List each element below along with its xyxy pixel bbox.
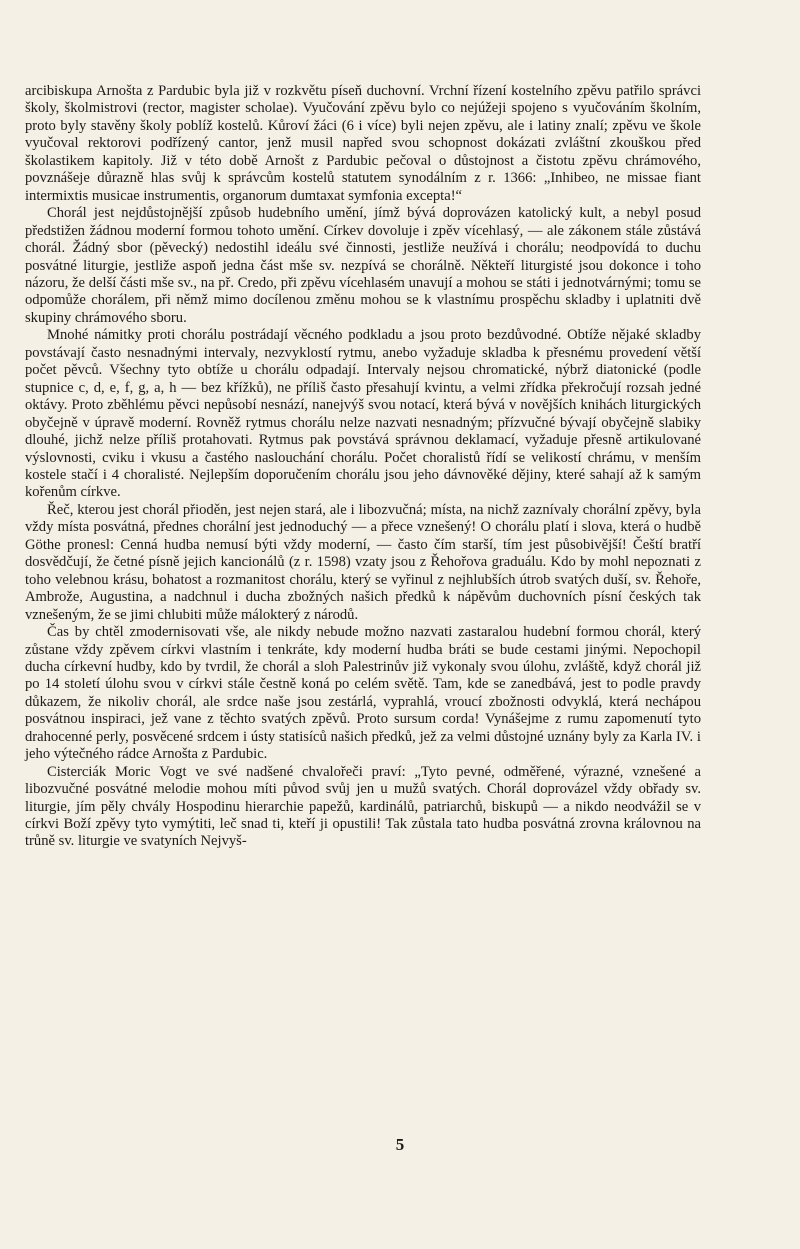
paragraph-6: Cisterciák Moric Vogt ve své nadšené chvalořeči praví: „Tyto pevné, odměřené, výrazné, vznešené a libozvučné posvátné melodie mohou míti původ svůj jen u mužů svatých. Chorál doprovázel vždy obřady sv. liturgie, jím pěly chvály Hospodinu hierarchie papežů, kardinálů, patriarchů, biskupů — a nikdo neodvážil se v církvi Boží zpěvy tyto vymýtiti, leč snad ti, kteří ji opustili! Tak zůstala tato hudba posvátná zrovna královnou na trůně sv. liturgie ve svatyních Nejvyš-	[25, 763, 701, 850]
paragraph-3: Mnohé námitky proti chorálu postrádají věcného podkladu a jsou proto bezdůvodné. Obtíže nějaké skladby povstávají často nesnadnými intervaly, nezvyklostí rytmu, anebo vyžaduje skladba k přesnému provedení větší počet pěvců. Všechny tyto obtíže u chorálu odpadají. Intervaly nejsou chromatické, nýbrž diatonické (podle stupnice c, d, e, f, g, a, h — bez křížků), ne příliš často přesahují kvintu, a velmi zřídka překročují rozsah jedné oktávy. Proto zběhlému pěvci nepůsobí nesnází, nanejvýš svou notací, která bývá v novějších knihách liturgických obyčejně v úpravě moderní. Rovněž rytmus chorálu nelze nazvati nesnadným; přízvučné bývají obyčejně slabiky dlouhé, jichž nelze příliš protahovati. Rytmus pak povstává správnou deklamací, vyžaduje přesně artikulované výslovnosti, cviku i vkusu a častého naslouchání chorálu. Počet choralistů řídí se velikostí chrámu, v menším kostele stačí i 4 choralisté. Nejlepším doporučením chorálu jsou jeho dávnověké dějiny, které sahají až k samým kořenům církve.	[25, 327, 701, 501]
paragraph-2: Chorál jest nejdůstojnější způsob hudebního umění, jímž bývá doprovázen katolický kult, a nebyl posud předstižen žádnou moderní formou tohoto umění. Církev dovoluje i zpěv vícehlasý, — ale zákonem stále zůstává chorál. Žádný sbor (pěvecký) nedostihl ideálu své činnosti, jestliže neužívá i chorálu; neodpovídá to duchu posvátné liturgie, jestliže aspoň jedna část mše sv. nezpívá se chorálně. Někteří liturgisté jsou dokonce i toho názoru, že delší části mše sv., na př. Credo, při zpěvu vícehlasém unavují a mohou se státi i jednotvárnými; tomu se odpomůže chorálem, při němž mimo docílenou změnu mohou se k vlastnímu prospěchu skladby i uplatniti dvě skupiny chrámového sboru.	[25, 205, 701, 326]
paragraph-5: Čas by chtěl zmodernisovati vše, ale nikdy nebude možno nazvati zastaralou hudební formou chorál, který zůstane vždy zpěvem církvi vlastním i tenkráte, kdy moderní hudba bráti se bude cestami jinými. Nepochopil ducha církevní hudby, kdo by tvrdil, že chorál a sloh Palestrinův již vykonaly svou úlohu, zvláště, když chorál již po 14 století úlohu svou v církvi stále čestně koná po celém světě. Tam, kde se zanedbává, jest to podle pravdy důkazem, že nikoliv chorál, ale srdce naše jsou zestárlá, vyprahlá, vroucí zbožnosti odvyklá, která nechápou posvátnou inspiraci, jež vane z těchto svatých zpěvů. Proto sursum corda! Vynášejme z rumu zapomenutí tyto drahocenné perly, posvěcené srdcem i ústy statisíců našich předků, jež za velmi důstojné uznány byly za Karla IV. i jeho výtečného rádce Arnošta z Pardubic.	[25, 624, 701, 763]
paragraph-1: arcibiskupa Arnošta z Pardubic byla již v rozkvětu píseň duchovní. Vrchní řízení kostelního zpěvu patřilo správci školy, školmistrovi (rector, magister scholae). Vyučování zpěvu bylo co nejúžeji spojeno s vyučováním školním, proto byly stavěny školy poblíž kostelů. Kůroví žáci (6 i více) byli nejen zpěvu, ale i latiny znalí; zpěvu ve škole vyučoval rektorovi podřízený cantor, jenž musil napřed svou schopnost dokázati zvláštní zkouškou před školastikem kapitoly. Již v této době Arnošt z Pardubic pečoval o důstojnost a čistotu zpěvu chrámového, povznášeje důrazně hlas svůj k správcům kostelů statutem synodálním z r. 1366: „Inhibeo, ne missae fiant intermixtis musicae instrumentis, organorum dumtaxat symfonia excepta!“	[25, 83, 701, 204]
body-text	[25, 83, 701, 851]
page-number: 5	[395, 1135, 405, 1154]
paragraph-4: Řeč, kterou jest chorál přioděn, jest nejen stará, ale i libozvučná; místa, na nichž zaznívaly chorální zpěvy, byla vždy místa posvátná, přednes chorální jest jednoduchý — a přece vznešený! O chorálu platí i slova, která o hudbě Göthe pronesl: Cenná hudba nemusí býti vždy moderní, — často čím starší, tím jest působivější! Čeští bratří dosvědčují, že četné písně jejich kancionálů (z r. 1598) vzaty jsou z Řehořova graduálu. Kdo by mohl nepoznati z toho velebnou krásu, bohatost a rozmanitost chorálu, který se vyřinul z nejhlubších útrob svatých duší, sv. Řehoře, Ambrože, Augustina, a nadchnul i ducha zbožných našich předků k nápěvům duchovních písní českých tak vznešeným, že se jimi chlubiti může málokterý z národů.	[25, 501, 701, 623]
